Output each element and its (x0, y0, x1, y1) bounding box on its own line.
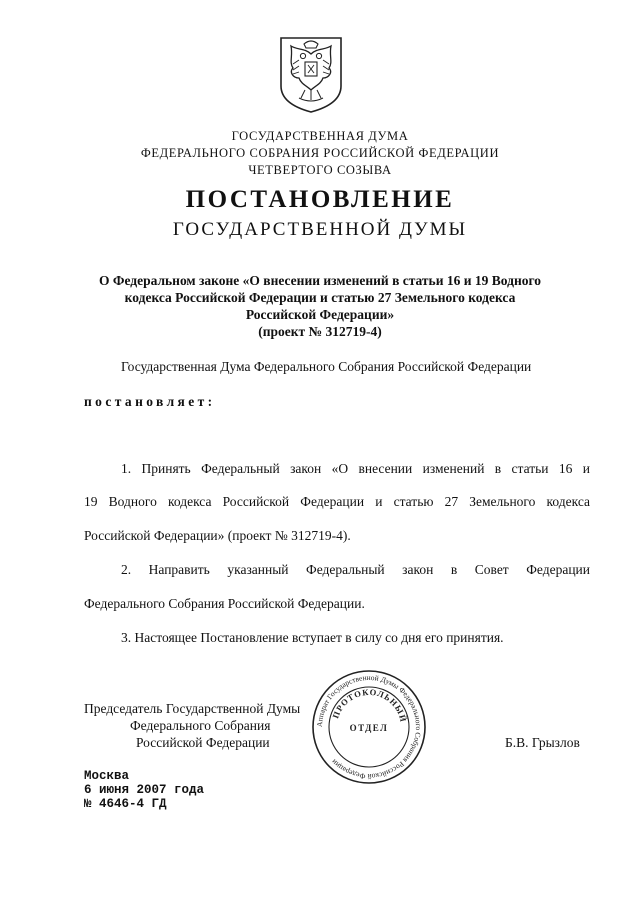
subject-line1: О Федеральном законе «О внесении изменений в статьи 16 и 19 Водного (98, 273, 542, 288)
document-subtitle: ГОСУДАРСТВЕННОЙ ДУМЫ (172, 219, 468, 240)
svg-text:ПРОТОКОЛЬНЫЙ (330, 687, 408, 724)
item1-line2: 19 Водного кодекса Российской Федерации и статью 27 Земельного кодекса (84, 494, 590, 509)
item3-paragraph: 3. Настоящее Постановление вступает в силу со дня его принятия. (121, 630, 504, 645)
org-name-line1: ГОСУДАРСТВЕННАЯ ДУМА (231, 129, 409, 143)
subject-line3: Российской Федерации» (245, 307, 395, 322)
signatory-title-line1: Председатель Государственной Думы (84, 701, 301, 716)
place-of-signing: Москва (84, 769, 130, 783)
item2-line2: Федерального Собрания Российской Федерации. (84, 596, 365, 611)
stamp-inner-text: ПРОТОКОЛЬНЫЙ (330, 686, 409, 724)
item1-line1: 1. Принять Федеральный закон «О внесении изменений в статьи 16 и (121, 461, 590, 476)
signing-date: 6 июня 2007 года (84, 783, 205, 797)
official-stamp (310, 668, 428, 786)
subject-block (0, 272, 640, 340)
signatory-title-line3: Российской Федерации (136, 735, 270, 750)
convocation-line: ЧЕТВЕРТОГО СОЗЫВА (248, 163, 392, 177)
org-name-line2: ФЕДЕРАЛЬНОГО СОБРАНИЯ РОССИЙСКОЙ ФЕДЕРАЦИИ (140, 146, 500, 160)
signatory-name: Б.В. Грызлов (505, 735, 580, 750)
signatory-title-line2: Федерального Собрания (130, 718, 271, 733)
stamp-outer-text: Аппарат Государственной Думы Федерального Собрания Российской Федерации (314, 672, 424, 782)
document-title: ПОСТАНОВЛЕНИЕ (185, 186, 455, 213)
item1-line3: Российской Федерации» (проект № 312719-4). (84, 528, 351, 543)
resolves-label: постановляет: (84, 394, 216, 409)
item2-line1: 2. Направить указанный Федеральный закон в Совет Федерации (121, 562, 590, 577)
subject-line2: кодекса Российской Федерации и статью 27 Земельного кодекса (124, 290, 516, 305)
intro-paragraph: Государственная Дума Федерального Собрания Российской Федерации (121, 359, 532, 374)
document-number: № 4646-4 ГД (84, 797, 167, 811)
stamp-center-text: ОТДЕЛ (349, 723, 389, 733)
coat-of-arms-emblem (277, 34, 345, 114)
subject-line4: (проект № 312719-4) (258, 324, 382, 339)
